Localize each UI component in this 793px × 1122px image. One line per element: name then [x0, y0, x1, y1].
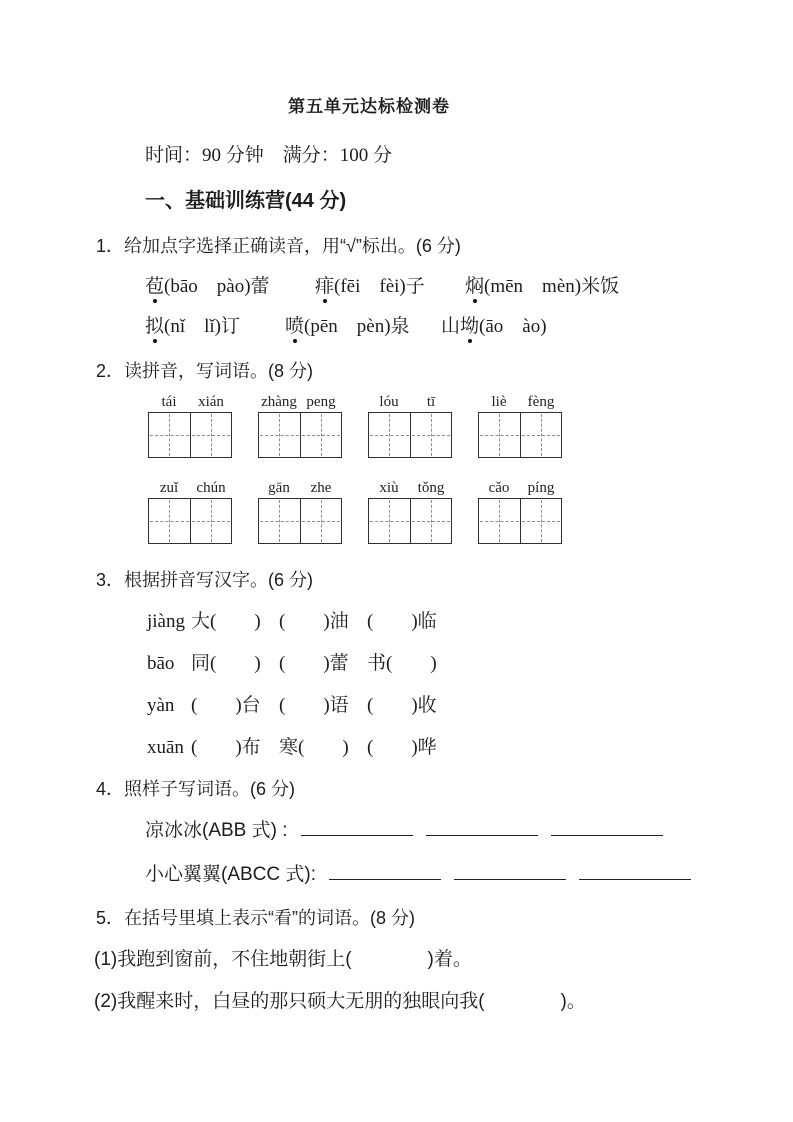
q3-stem: 3．根据拼音写汉字。(6 分) [96, 570, 314, 590]
q1-item [315, 274, 465, 299]
tianzige-box [478, 498, 562, 544]
pinyin-options: (āo ào) [479, 316, 547, 337]
q1-item-prefix: 山 [441, 316, 461, 337]
tianzige-cell [410, 499, 452, 543]
q2-grid-row [148, 392, 793, 458]
pinyin-options: (nǐ lǐ) [164, 316, 222, 337]
q3-item: 大( ) [191, 611, 261, 632]
q5-stem: 5．在括号里填上表示“看”的词语。(8 分) [96, 908, 415, 928]
answer-blank [579, 860, 691, 880]
tianzige-cell [410, 413, 452, 457]
tianzige-cell [149, 413, 190, 457]
pinyin-syllable: tái [161, 394, 177, 410]
q3-row [147, 651, 793, 677]
dotted-char: 喷 [285, 316, 305, 337]
tianzige-cell [479, 413, 520, 457]
pinyin-syllable: peng [306, 394, 336, 410]
pinyin-options: (mēn mèn) [484, 276, 582, 297]
q5-item: (2)我醒来时，白昼的那只硕大无朋的独眼向我( )。 [94, 991, 586, 1012]
q4-example-line [145, 816, 793, 844]
pinyin-options: (bāo pào) [164, 276, 251, 297]
pinyin-syllable: zhàng [261, 394, 297, 410]
q1-item-suffix: 订 [221, 316, 241, 337]
answer-blank [301, 816, 413, 836]
q3-item: ( )临 [367, 611, 437, 632]
q3-item: ( )台 [191, 695, 261, 716]
tianzige-cell [369, 499, 410, 543]
q1-item-suffix: 泉 [390, 316, 410, 337]
section-heading: 一、基础训练营(44 分) [145, 190, 347, 212]
tianzige-group [148, 392, 232, 458]
q5-item: (1)我跑到窗前，不住地朝街上( )着。 [94, 949, 472, 970]
tianzige-cell [190, 413, 232, 457]
tianzige-group [258, 392, 342, 458]
pinyin-label [368, 478, 452, 498]
answer-blank [329, 860, 441, 880]
q3-row [147, 609, 793, 635]
q3-pinyin: xuān [147, 737, 184, 758]
q4-example-label: 小心翼翼(ABCC 式): [145, 864, 317, 885]
tianzige-box [148, 412, 232, 458]
q3-pinyin: yàn [147, 695, 175, 716]
q3-row [147, 693, 793, 719]
pinyin-syllable: fèng [527, 394, 555, 410]
pinyin-syllable: tī [426, 394, 436, 410]
pinyin-syllable: gān [268, 480, 290, 496]
pinyin-syllable: lóu [379, 394, 399, 410]
tianzige-group [368, 392, 452, 458]
pinyin-options: (pēn pèn) [304, 316, 391, 337]
tianzige-cell [479, 499, 520, 543]
q3-item: ( )哗 [367, 737, 437, 758]
tianzige-cell [520, 499, 562, 543]
q1-item [441, 314, 547, 339]
q3-item: ( )收 [367, 695, 437, 716]
q3-item: 同( ) [191, 653, 261, 674]
tianzige-box [258, 498, 342, 544]
pinyin-label [148, 478, 232, 498]
answer-blank [454, 860, 566, 880]
pinyin-syllable: cǎo [488, 480, 510, 496]
tianzige-group [478, 478, 562, 544]
pinyin-label [368, 392, 452, 412]
dotted-char: 痱 [315, 276, 335, 297]
tianzige-group [478, 392, 562, 458]
tianzige-cell [149, 499, 190, 543]
q3-pinyin: bāo [147, 653, 175, 674]
tianzige-cell [369, 413, 410, 457]
q1-stem: 1．给加点字选择正确读音，用“√”标出。(6 分) [96, 236, 461, 256]
pinyin-label [258, 478, 342, 498]
q3-item: 书( ) [367, 653, 437, 674]
q2-stem: 2．读拼音，写词语。(8 分) [96, 361, 314, 381]
dotted-char: 苞 [145, 276, 165, 297]
pinyin-label [258, 392, 342, 412]
answer-blank [426, 816, 538, 836]
q1-item [465, 274, 619, 299]
q3-item: ( )油 [279, 611, 349, 632]
pinyin-options: (fēi fèi) [334, 276, 406, 297]
tianzige-group [258, 478, 342, 544]
tianzige-cell [300, 499, 342, 543]
tianzige-box [258, 412, 342, 458]
pinyin-syllable: píng [527, 480, 555, 496]
q1-item-suffix: 蕾 [250, 276, 270, 297]
answer-blank [551, 816, 663, 836]
tianzige-box [368, 412, 452, 458]
tianzige-cell [520, 413, 562, 457]
tianzige-group [368, 478, 452, 544]
q1-item [285, 314, 441, 339]
pinyin-syllable: liè [491, 394, 507, 410]
tianzige-box [478, 412, 562, 458]
q1-item-suffix: 米饭 [581, 276, 620, 297]
pinyin-syllable: xiù [379, 480, 399, 496]
exam-meta: 时间：90 分钟 满分：100 分 [145, 145, 393, 166]
dotted-char: 坳 [460, 316, 480, 337]
q2-grid-row [148, 478, 793, 544]
tianzige-cell [300, 413, 342, 457]
q4-example-label: 凉冰冰(ABB 式) : [145, 820, 288, 841]
pinyin-label [478, 392, 562, 412]
pinyin-syllable: chún [196, 480, 226, 496]
pinyin-syllable: tǒng [417, 480, 445, 496]
q1-item [145, 314, 285, 339]
q3-item: ( )蕾 [279, 653, 349, 674]
tianzige-group [148, 478, 232, 544]
q3-item: ( )语 [279, 695, 349, 716]
tianzige-cell [190, 499, 232, 543]
pinyin-label [148, 392, 232, 412]
pinyin-syllable: zuǐ [159, 480, 179, 496]
q1-item-suffix: 子 [405, 276, 425, 297]
dotted-char: 焖 [465, 276, 485, 297]
pinyin-label [478, 478, 562, 498]
tianzige-cell [259, 413, 300, 457]
q3-pinyin: jiàng [147, 611, 185, 632]
q1-item [145, 274, 315, 299]
tianzige-cell [259, 499, 300, 543]
q4-stem: 4．照样子写词语。(6 分) [96, 779, 296, 799]
pinyin-syllable: xián [198, 394, 224, 410]
page-title: 第五单元达标检测卷 [288, 97, 450, 116]
q3-item: 寒( ) [279, 737, 349, 758]
q4-example-line [145, 860, 793, 888]
pinyin-syllable: zhe [310, 480, 332, 496]
tianzige-box [148, 498, 232, 544]
tianzige-box [368, 498, 452, 544]
q1-options-row [145, 314, 793, 339]
dotted-char: 拟 [145, 316, 165, 337]
q3-item: ( )布 [191, 737, 261, 758]
q1-options-row [145, 274, 793, 299]
q3-row [147, 735, 793, 761]
